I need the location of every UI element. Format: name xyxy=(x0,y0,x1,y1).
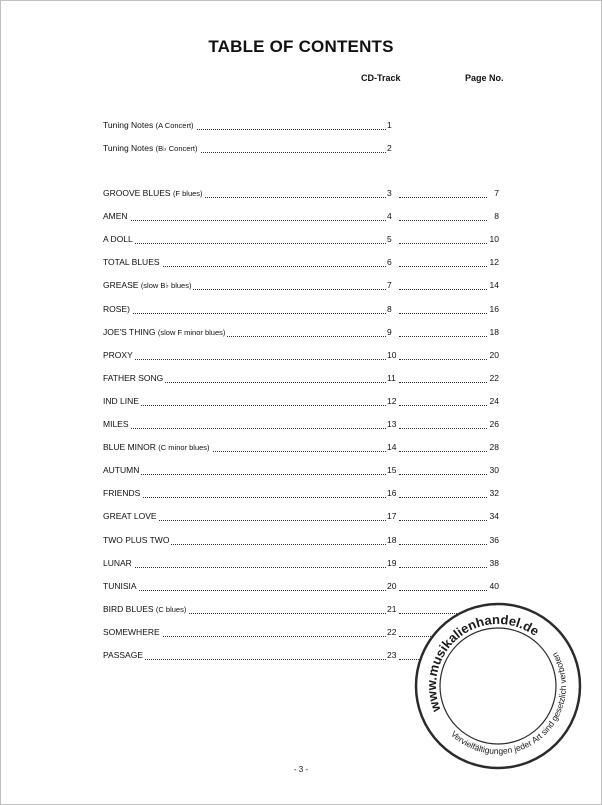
cd-track-number: 16 xyxy=(387,488,397,498)
song-row xyxy=(103,371,499,385)
entry-note: (slow F minor blues) xyxy=(157,328,226,337)
page-no-header: Page No. xyxy=(465,73,504,83)
song-row xyxy=(103,486,499,500)
page-number: 28 xyxy=(489,442,499,452)
entry-title-group xyxy=(103,118,196,133)
entry-title: LUNAR xyxy=(103,558,132,568)
page-number: 16 xyxy=(489,304,499,314)
song-row xyxy=(103,556,499,570)
entry-title-group xyxy=(103,371,165,385)
page-number: 10 xyxy=(489,234,499,244)
page-number: 22 xyxy=(489,373,499,383)
entry-title: Tuning Notes xyxy=(103,143,154,153)
entry-note: (C minor blues) xyxy=(158,443,210,452)
dot-leader xyxy=(399,443,487,452)
page-number: 26 xyxy=(489,419,499,429)
song-row xyxy=(103,325,499,339)
dot-leader xyxy=(399,258,487,267)
dot-leader xyxy=(399,536,487,545)
entry-title-group xyxy=(103,556,134,570)
entry-title: AUTUMN xyxy=(103,465,140,475)
dot-leader xyxy=(103,351,388,360)
dot-leader xyxy=(399,489,487,498)
dot-leader xyxy=(399,328,487,337)
entry-title: ROSE) xyxy=(103,304,130,314)
entry-title: JOE'S THING xyxy=(103,327,156,337)
dot-leader xyxy=(399,189,487,198)
dot-leader xyxy=(103,582,388,591)
entry-title-group xyxy=(103,209,130,223)
cd-track-number: 12 xyxy=(387,396,397,406)
page-number: 36 xyxy=(489,535,499,545)
page-number: 8 xyxy=(494,211,499,221)
song-row xyxy=(103,394,499,408)
entry-title: PASSAGE xyxy=(103,650,143,660)
cd-track-number: 20 xyxy=(387,581,397,591)
entry-title-group xyxy=(103,255,162,269)
cd-track-number: 13 xyxy=(387,419,397,429)
page-number: 34 xyxy=(489,511,499,521)
song-row xyxy=(103,509,499,523)
entry-title-group xyxy=(103,302,132,316)
cd-track-number: 22 xyxy=(387,627,397,637)
song-row xyxy=(103,186,499,200)
dot-leader xyxy=(103,651,388,660)
entry-title-group xyxy=(103,417,131,431)
dot-leader xyxy=(103,305,388,314)
entry-title-group xyxy=(103,348,135,362)
watermark-notice-path: Vervielfältigungen jeder Art sind gesetzlich verboten xyxy=(449,650,569,757)
song-row xyxy=(103,579,499,593)
page-number: 14 xyxy=(489,280,499,290)
dot-leader xyxy=(103,559,388,568)
cd-track-number: 17 xyxy=(387,511,397,521)
cd-track-number: 1 xyxy=(387,120,392,130)
dot-leader xyxy=(103,489,388,498)
entry-title-group xyxy=(103,232,135,246)
page-number: 20 xyxy=(489,350,499,360)
page-number-footer: - 3 - xyxy=(293,765,309,774)
cd-track-header: CD-Track xyxy=(361,73,401,83)
cd-track-number: 7 xyxy=(387,280,392,290)
cd-track-number: 8 xyxy=(387,304,392,314)
entry-title-group xyxy=(103,394,141,408)
dot-leader xyxy=(103,466,388,475)
dot-leader xyxy=(399,582,487,591)
cd-track-number: 23 xyxy=(387,650,397,660)
song-row xyxy=(103,348,499,362)
dot-leader xyxy=(399,235,487,244)
cd-track-number: 19 xyxy=(387,558,397,568)
entry-title-group xyxy=(103,648,145,662)
dot-leader xyxy=(399,281,487,290)
entry-title: MILES xyxy=(103,419,129,429)
dot-leader xyxy=(103,397,388,406)
entry-title: GROOVE BLUES xyxy=(103,188,171,198)
dot-leader xyxy=(103,235,388,244)
entry-title: IND LINE xyxy=(103,396,139,406)
entry-title: GREASE xyxy=(103,280,139,290)
entry-title: SOMEWHERE xyxy=(103,627,160,637)
song-row xyxy=(103,209,499,223)
entry-title: FRIENDS xyxy=(103,488,141,498)
cd-track-number: 5 xyxy=(387,234,392,244)
entry-title: TUNISIA xyxy=(103,581,137,591)
entry-title-group xyxy=(103,602,188,617)
entry-title: A DOLL xyxy=(103,234,133,244)
cd-track-number: 3 xyxy=(387,188,392,198)
song-row xyxy=(103,255,499,269)
cd-track-number: 4 xyxy=(387,211,392,221)
cd-track-number: 6 xyxy=(387,257,392,267)
dot-leader xyxy=(399,212,487,221)
entry-title-group xyxy=(103,533,171,547)
page-number: 12 xyxy=(489,257,499,267)
entry-note: (A Concert) xyxy=(155,121,194,130)
entry-note: (slow B♭ blues) xyxy=(140,281,192,290)
dot-leader xyxy=(399,466,487,475)
page-number: 7 xyxy=(494,188,499,198)
entry-title-group xyxy=(103,579,139,593)
tuning-note-row xyxy=(103,141,499,155)
watermark-stamp xyxy=(414,602,582,770)
song-row xyxy=(103,302,499,316)
entry-note: (B♭ Concert) xyxy=(155,144,198,153)
cd-track-number: 10 xyxy=(387,350,397,360)
tuning-note-row xyxy=(103,118,499,132)
entry-title: PROXY xyxy=(103,350,133,360)
entry-title: GREAT LOVE xyxy=(103,511,157,521)
cd-track-number: 9 xyxy=(387,327,392,337)
entry-note: (C blues) xyxy=(155,605,187,614)
page-number: 38 xyxy=(489,558,499,568)
entry-title: TWO PLUS TWO xyxy=(103,535,170,545)
entry-title-group xyxy=(103,625,162,639)
page-number: 40 xyxy=(489,581,499,591)
entry-title-group xyxy=(103,141,200,156)
entry-title-group xyxy=(103,325,227,340)
page-number: 30 xyxy=(489,465,499,475)
entry-title: TOTAL BLUES xyxy=(103,257,160,267)
entry-title-group xyxy=(103,440,212,455)
entry-title: BIRD BLUES xyxy=(103,604,154,614)
song-row xyxy=(103,232,499,246)
page-number: 24 xyxy=(489,396,499,406)
entry-title-group xyxy=(103,486,142,500)
cd-track-number: 14 xyxy=(387,442,397,452)
cd-track-number: 18 xyxy=(387,535,397,545)
entry-title: AMEN xyxy=(103,211,128,221)
page-title: TABLE OF CONTENTS xyxy=(208,37,394,56)
dot-leader xyxy=(103,420,388,429)
song-row xyxy=(103,417,499,431)
dot-leader xyxy=(399,374,487,383)
song-row xyxy=(103,463,499,477)
song-row xyxy=(103,278,499,292)
cd-track-number: 11 xyxy=(387,373,396,383)
watermark-url-path: www.musikalienhandel.de xyxy=(423,611,542,714)
entry-title-group xyxy=(103,463,141,477)
dot-leader xyxy=(399,305,487,314)
song-row xyxy=(103,533,499,547)
cd-track-number: 2 xyxy=(387,143,392,153)
dot-leader xyxy=(399,559,487,568)
page-number: 18 xyxy=(489,327,499,337)
song-row xyxy=(103,440,499,454)
entry-title-group xyxy=(103,278,193,293)
entry-title: Tuning Notes xyxy=(103,120,154,130)
entry-note: (F blues) xyxy=(172,189,203,198)
dot-leader xyxy=(103,212,388,221)
entry-title-group xyxy=(103,509,159,523)
entry-title: BLUE MINOR xyxy=(103,442,156,452)
cd-track-number: 15 xyxy=(387,465,397,475)
dot-leader xyxy=(399,397,487,406)
dot-leader xyxy=(399,351,487,360)
entry-title: FATHER SONG xyxy=(103,373,164,383)
entry-title-group xyxy=(103,186,205,201)
cd-track-number: 21 xyxy=(387,604,397,614)
dot-leader xyxy=(399,512,487,521)
dot-leader xyxy=(399,420,487,429)
page-number: 32 xyxy=(489,488,499,498)
